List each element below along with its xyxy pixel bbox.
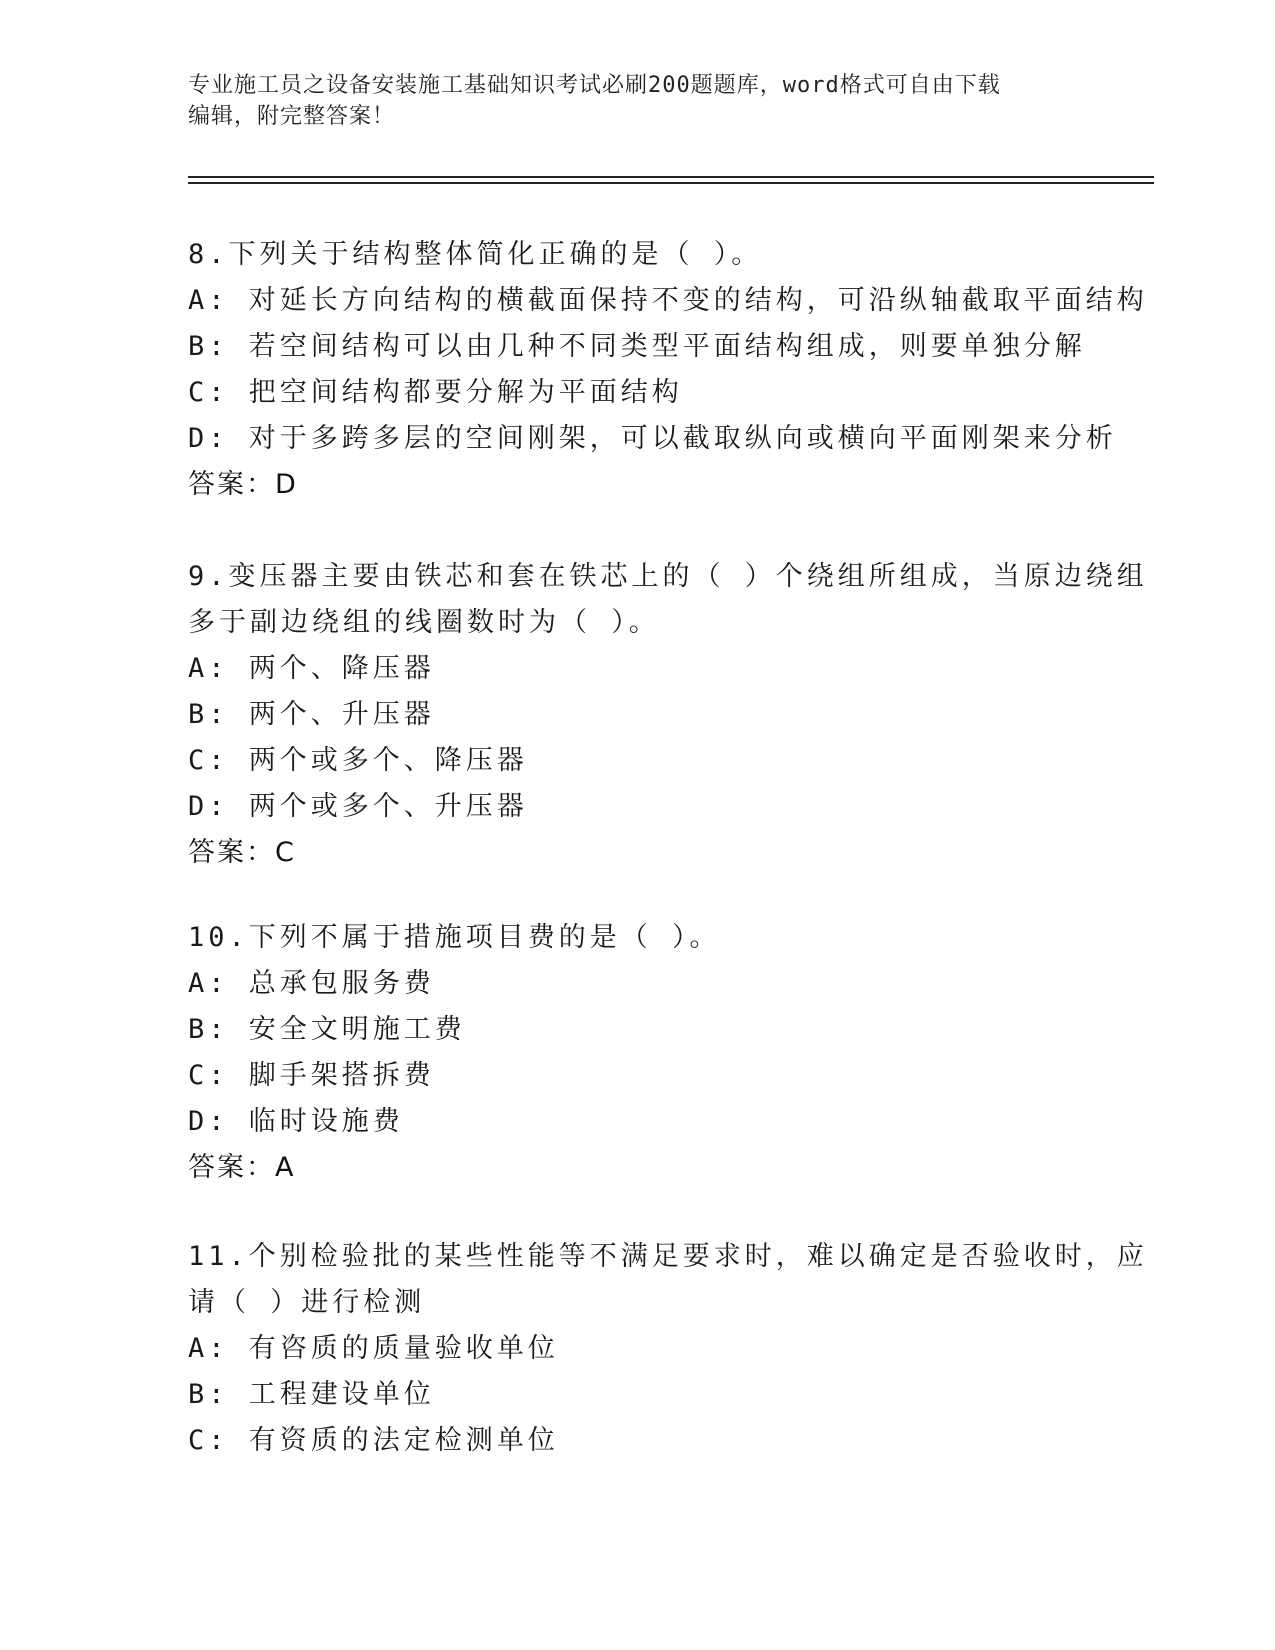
answer-label: 答案：A bbox=[188, 1152, 296, 1183]
header-divider-bottom bbox=[188, 182, 1154, 184]
option-b: B: 工程建设单位 bbox=[188, 1379, 435, 1410]
header-divider-top bbox=[188, 176, 1154, 178]
header-line-1: 专业施工员之设备安装施工基础知识考试必刷200题题库，word格式可自由下载 bbox=[188, 73, 1001, 98]
question-stem-line: 8.下列关于结构整体简化正确的是（ ）。 bbox=[188, 239, 763, 270]
question-stem bbox=[188, 1234, 1148, 1326]
option-a: A: 对延长方向结构的横截面保持不变的结构，可沿纵轴截取平面结构 bbox=[188, 285, 1148, 316]
option-b: B: 两个、升压器 bbox=[188, 699, 435, 730]
option-a: A: 有咨质的质量验收单位 bbox=[188, 1333, 559, 1364]
question-stem bbox=[188, 232, 1088, 278]
option-c: C: 脚手架搭拆费 bbox=[188, 1060, 435, 1091]
question-8 bbox=[188, 232, 1148, 508]
option-d: D: 两个或多个、升压器 bbox=[188, 791, 528, 822]
question-9 bbox=[188, 554, 1148, 876]
option-b: B: 安全文明施工费 bbox=[188, 1014, 466, 1045]
option-c: C: 两个或多个、降压器 bbox=[188, 745, 528, 776]
option-d: D: 临时设施费 bbox=[188, 1106, 404, 1137]
question-stem-line: 11.个别检验批的某些性能等不满足要求时，难以确定是否验收时，应 bbox=[188, 1241, 1148, 1272]
option-c: C: 把空间结构都要分解为平面结构 bbox=[188, 377, 683, 408]
question-stem-line: 9.变压器主要由铁芯和套在铁芯上的（ ）个绕组所组成，当原边绕组 bbox=[188, 561, 1148, 592]
document-header bbox=[188, 70, 1088, 132]
question-stem bbox=[188, 915, 1088, 961]
option-c: C: 有资质的法定检测单位 bbox=[188, 1425, 559, 1456]
option-a: A: 总承包服务费 bbox=[188, 968, 435, 999]
answer-label: 答案：D bbox=[188, 469, 298, 500]
question-stem-line: 多于副边绕组的线圈数时为（ ）。 bbox=[188, 607, 660, 638]
option-a: A: 两个、降压器 bbox=[188, 653, 435, 684]
question-stem bbox=[188, 554, 1148, 646]
option-d: D: 对于多跨多层的空间刚架，可以截取纵向或横向平面刚架来分析 bbox=[188, 423, 1117, 454]
question-stem-line: 10.下列不属于措施项目费的是（ ）。 bbox=[188, 922, 721, 953]
question-10 bbox=[188, 915, 1088, 1191]
question-stem-line: 请（ ）进行检测 bbox=[188, 1287, 426, 1318]
option-b: B: 若空间结构可以由几种不同类型平面结构组成，则要单独分解 bbox=[188, 331, 1086, 362]
answer-label: 答案：C bbox=[188, 837, 296, 868]
header-line-2: 编辑，附完整答案！ bbox=[188, 104, 396, 129]
question-11 bbox=[188, 1234, 1148, 1464]
